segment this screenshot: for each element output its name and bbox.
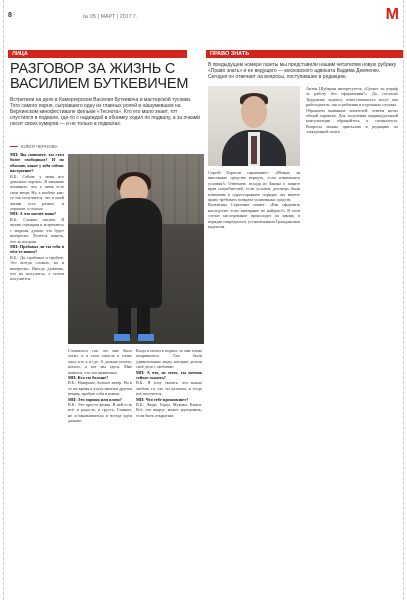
answer: В.Б.: Сложно сказать. Я читаю сценарии и встречаюсь с людьми, думаю, что будет интересно. Хочется понять, что за история. bbox=[10, 216, 64, 244]
answer: Валентина Сергеевна пишет: «Как оформить наследство, если завещание не найдено?» В этом случае наследование происходит по закону, в порядке очерёдности, установленном Гражданским кодексом. bbox=[208, 202, 300, 230]
answer: Антон Шубарин интересуется: «Грозит ли штраф за работу без оформления?» Да, согласно Трудовому кодексу, ответственность несут как работодатель, так и работник в отдельных случаях. bbox=[306, 86, 398, 108]
answer: Сергей Борисов спрашивает: «Можно ли внесенные средства вернуть, если изменились условия?» Отвечаем: исходя из Закона о защите прав потребителей, если условия договора были изменены в одностороннем порядке, вы имеете право требовать возврата уплаченных средств. bbox=[208, 170, 300, 203]
answer: Сложилось так, что мне было легко, и в этом смысле я точно знал, кто я и где. А дальше пошло, пошло, и вот мы здесь. Мне кажется, что это правильно. bbox=[68, 348, 132, 375]
article-headline: РАЗГОВОР ЗА ЖИЗНЬ С ВАСИЛИЕМ БУТКЕВИЧЕМ bbox=[10, 61, 189, 92]
legal-column-1 bbox=[208, 170, 300, 592]
magazine-page bbox=[8, 6, 399, 596]
answer: В.Б.: Сейчас у меня все довольно хорошо. Я начинаю понимать, что у меня есть свои вещи. Ну, а вообще как-то так получается, что в моей жизни есть разное, и хорошее, и плохое. bbox=[10, 173, 64, 212]
issue-info: № 05 | МАРТ | 2017 Г. bbox=[83, 14, 138, 20]
answer: В.Б.: Наверное, больше актёр. Но в то же время я учусь многим другим вещам, пробую себя в новом. bbox=[68, 380, 132, 397]
question: МП: А что насчёт кино? bbox=[10, 211, 57, 217]
answer: В.Б.: Это просто жизнь. В ней есть всё: и радость, и грусть. Главное, не останавливаться и всегда идти дальше. bbox=[68, 402, 132, 424]
question: МП: Кто ты больше? bbox=[68, 375, 109, 381]
question: МП: Пробовал ли ты себя в чём-то новом? bbox=[10, 243, 64, 255]
question: МП: Это хорошо или плохо? bbox=[68, 396, 122, 402]
question: МП: Что тебе вдохновляет? bbox=[136, 396, 189, 402]
answer: В.Б.: Да, пробовал и пробую. Это всегда сложно, но и интересно. Иногда думаешь, что не получится, а потом получается. bbox=[10, 254, 64, 282]
rubric-intro: В предыдущем номере газеты мы представили нашим читателям новую рубрику «Право знать» и ее ведущего — московского адвоката Вадима Демченко. Сегодня он отвечает на вопросы, поступившие в редакцию. bbox=[208, 62, 397, 80]
answer: В.Б.: Люди. Город. Музыка. Книги. Всё, что вокруг, может вдохновить, если быть открытым. bbox=[136, 402, 202, 418]
section-label-faces: ЛИЦА bbox=[8, 50, 187, 58]
answer: Обращаем внимание читателей: ответы носят общий характер. Для получения индивидуальной консультации обращайтесь к специалисту. Вопросы можно присылать в редакцию по электронной почте. bbox=[306, 107, 398, 135]
article-lead: Встретили на днях в Камергерском Василия Буткевича и мастерской тусовки. Того самого парня, сыгравшего одну из главных ролей в нашумевшем на Берлинском кинофестивале фильме «Теснота». Кто его мало знает, тот спустился в подвале, где-то с надеждой в обнимку ходил по подвалу, а за очками носит своих кумиров — и не только в подвалах. bbox=[10, 97, 201, 127]
page-number: 8 bbox=[8, 12, 12, 19]
page-border-left bbox=[3, 0, 4, 600]
interview-photo bbox=[68, 154, 204, 344]
interview-column-3 bbox=[136, 348, 202, 592]
article-byline: ЮЛИЯ ЧЕРНОВА bbox=[10, 144, 58, 149]
interview-column-1 bbox=[10, 152, 64, 592]
magazine-logo: М bbox=[385, 6, 399, 23]
interview-column-2 bbox=[68, 348, 132, 592]
answer: В.Б.: Я хочу сказать, что важно любить то, что ты делаешь, и тогда всё получится. bbox=[136, 380, 202, 397]
answer: Когда я попал в подвал, то мне очень понравилось. Там были удивительные люди, которые делали своё дело с любовью. bbox=[136, 348, 202, 370]
lawyer-photo bbox=[208, 86, 300, 166]
page-border-right bbox=[403, 0, 404, 600]
section-label-right-to-know: ПРАВО ЗНАТЬ bbox=[206, 50, 403, 58]
question: МП: А что, из этого, ты хочешь сейчас сказать? bbox=[136, 369, 202, 381]
legal-column-2 bbox=[306, 86, 398, 592]
question: МП: Вы снимаете, ты стал более свободным? И по обычаю, какое у тебя сейчас настроение? bbox=[10, 152, 64, 174]
page-header bbox=[8, 6, 399, 24]
